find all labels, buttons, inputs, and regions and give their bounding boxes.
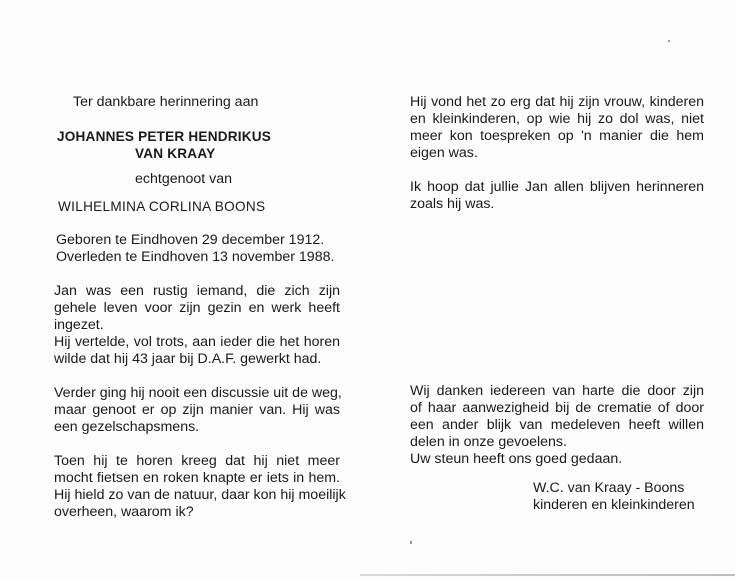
scan-edge-line: [360, 574, 735, 576]
relation-text: echtgenoot van: [135, 171, 233, 187]
death-line: Overleden te Eindhoven 13 november 1988.: [56, 249, 335, 265]
paragraph-3: [54, 453, 346, 521]
thanks-block: [410, 383, 704, 514]
scan-speck: [668, 40, 670, 42]
text-line: Wij danken iedereen van harte die door zijn: [410, 383, 704, 399]
text-line: ingezet.: [54, 317, 104, 333]
paragraph-2: [54, 385, 340, 436]
paragraph-1: [54, 283, 340, 368]
text-line: meer kon toespreken op 'n manier die hem: [410, 128, 704, 144]
text-line: Hij vond het zo erg dat hij zijn vrouw, kinderen: [410, 94, 704, 110]
paragraph-4: [410, 94, 704, 162]
signature-line1: W.C. van Kraay - Boons: [533, 480, 685, 496]
deceased-name-line2: VAN KRAAY: [135, 146, 216, 161]
text-line: een ander blijk van medeleven heeft willen: [410, 417, 704, 433]
text-line: gehele leven voor zijn gezin en werk heeft: [54, 300, 340, 316]
paragraph-6: [410, 383, 704, 468]
scan-speck: [410, 541, 412, 544]
text-line: Verder ging hij nooit een discussie uit de weg,: [54, 385, 342, 401]
text-line: en kleinkinderen, op wie hij zo dol was, niet: [410, 111, 704, 127]
spouse-name: WILHELMINA CORLINA BOONS: [58, 199, 266, 214]
text-line: Hij vertelde, vol trots, aan ieder die het horen: [54, 334, 340, 350]
birth-line: Geboren te Eindhoven 29 december 1912.: [56, 232, 325, 248]
text-line: delen in onze gevoelens.: [410, 434, 567, 450]
text-line: Hij hield zo van de natuur, daar kon hij moeilijk: [54, 487, 346, 503]
text-line: Ik hoop dat jullie Jan allen blijven herinneren: [410, 179, 704, 195]
text-line: Toen hij te horen kreeg dat hij niet meer: [54, 453, 340, 469]
text-line: Uw steun heeft ons goed gedaan.: [410, 451, 623, 467]
paragraph-5: [410, 179, 704, 213]
text-line: Jan was een rustig iemand, die zich zijn: [54, 283, 340, 299]
signature-line2: kinderen en kleinkinderen: [533, 497, 695, 513]
text-line: eigen was.: [410, 145, 478, 161]
text-line: overheen, waarom ik?: [54, 504, 194, 520]
text-line: of haar aanwezigheid bij de crematie of door: [410, 400, 704, 416]
intro-text: Ter dankbare herinnering aan: [73, 94, 259, 110]
left-column: [54, 94, 346, 521]
text-line: een gezelschapsmens.: [54, 419, 200, 435]
text-line: maar genoot er op zijn manier van. Hij was: [54, 402, 340, 418]
text-line: zoals hij was.: [410, 196, 495, 212]
text-line: mocht fietsen en roken knapte er iets in hem.: [54, 470, 340, 486]
text-line: wilde dat hij 43 jaar bij D.A.F. gewerkt had.: [54, 351, 322, 367]
deceased-name-line1: JOHANNES PETER HENDRIKUS: [57, 129, 272, 144]
right-column: [410, 94, 704, 213]
